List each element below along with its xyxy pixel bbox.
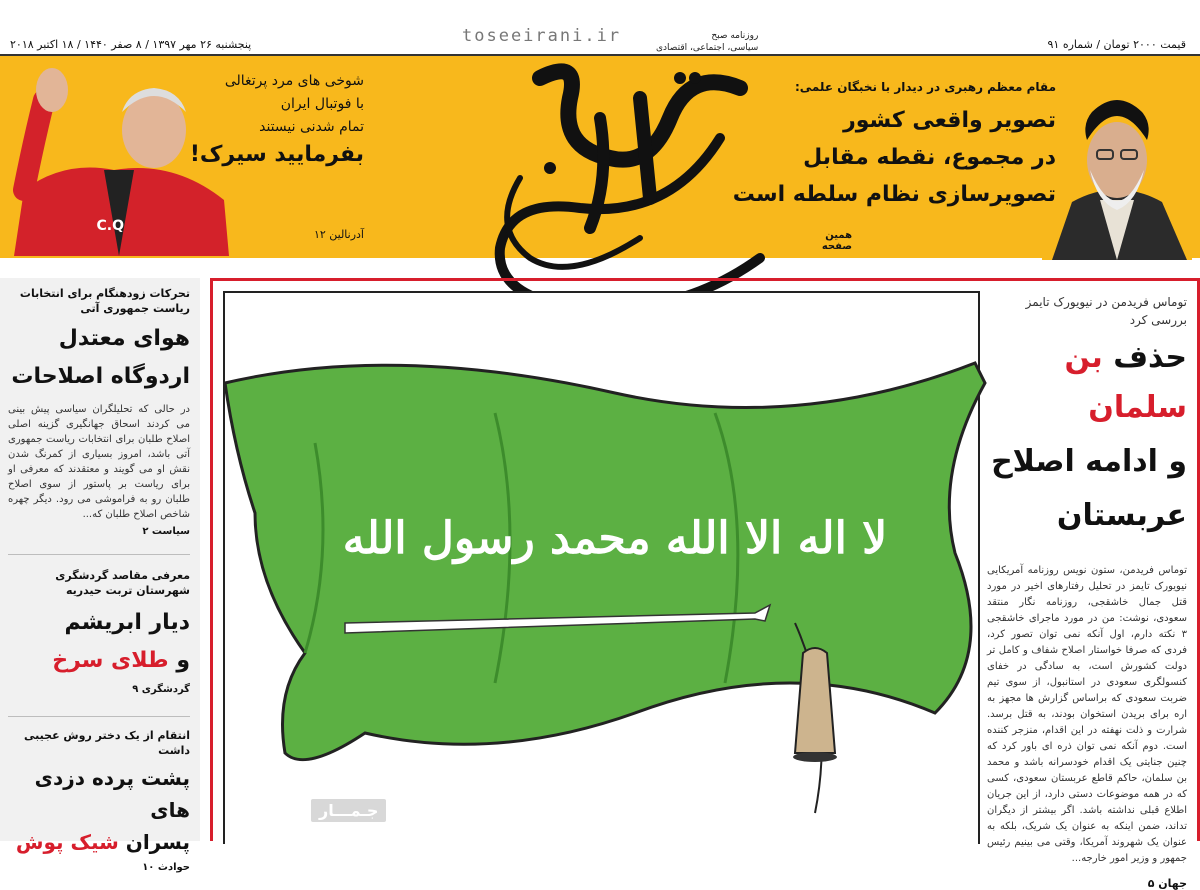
main-story-headline-line: عربستان [1056, 498, 1187, 533]
sidebar-story-politics[interactable] [8, 286, 190, 537]
flag-script: لا اله الا الله محمد رسول الله [342, 513, 888, 564]
cartoon-frame [223, 291, 980, 844]
coach-kicker-line: با فوتبال ایران [280, 96, 364, 112]
headline-highlight: شیک پوش [15, 830, 119, 854]
sidebar-divider [8, 554, 190, 555]
sidebar-divider [8, 716, 190, 717]
sidebar-headline-line: اردوگاه اصلاحات [11, 364, 190, 389]
sidebar-body: در حالی که تحلیلگران سیاسی پیش بینی می کردند اسحاق جهانگیری گزینه اصلی اصلاح طلبان برای انتخابات ریاست جمهوری آتی باشد، امروز بسیاری از کمرنگ شدن نقش او می گویند و معتقدند که معرفی او برای ریاست بر پاستور از سوی اصلاح طلبان رو به فراموشی می رود. دیگر چهره شاخص اصلاح طلبان که... [8, 404, 190, 520]
leader-headline-line: در مجموع، نقطه مقابل [803, 145, 1056, 170]
sidebar-headline-line: پشت پرده دزدی های [34, 766, 190, 822]
coach-kicker-line: تمام شدنی نیستند [259, 119, 364, 135]
main-story-body: توماس فریدمن، ستون نویس روزنامه آمریکایی نیویورک تایمز در تحلیل رفتارهای اخیر در مورد قتل جمال خاشقجی، روزنامه نگار منتقد سعودی، نوشت: من در مورد ماجرای خاشقجی ۳ نکته دارم، اول آنکه نمی توان تصور کرد، فردی که صرفا خواستار اصلاح شفاف و کامل تر دولت کشورش است، به سادگی در خفای کنسولگری سعودی در استانبول، از سوی تیم ضربت سعودی که براساس گزارش ها مجهز به اره برای بریدن استخوان بودند، به قتل برسد. شرارت و ذلت نهفته در این اقدام، منزجر کننده است. دوم آنکه نمی توان ذره ای باور کرد که چنین جنایتی یک اقدام خودسرانه باشد و محمد بن سلمان، حاکم قاطع عربستان سعودی، کسی که در همه موضوعات دستی دارد، از این جریان اطلاع قبلی نداشته باشد. اگر بیشتر از دیگران تداند، ضمن اینکه به عنوان یک شریک، بلکه به عنوان یک شهروند آمریکا، وقتی می بینیم رئیس جمهور و وزیر امور خارجه... [987, 565, 1187, 864]
watermark-logo: جـمـــار [311, 799, 386, 822]
main-story-headline-line [987, 333, 1187, 433]
price-issue: قیمت ۲۰۰۰ تومان / شماره ۹۱ [1047, 38, 1186, 51]
sidebar-headline-line [8, 642, 190, 680]
coach-page-ref[interactable]: آدرنالین ۱۲ [313, 228, 364, 241]
sidebar-page-ref[interactable]: سیاست ۲ [142, 526, 190, 537]
coach-kicker [225, 70, 364, 139]
sidebar-page-ref[interactable]: گردشگری ۹ [132, 684, 190, 695]
sidebar-story-crime[interactable] [8, 728, 190, 873]
main-story-kicker: توماس فریدمن در نیویورک تایمز بررسی کرد [1025, 295, 1187, 327]
leader-photo [1042, 82, 1192, 260]
sidebar-story-tourism[interactable] [8, 568, 190, 695]
website-url[interactable]: toseeirani.ir [462, 26, 622, 46]
leader-headline-line: تصویر واقعی کشور [843, 108, 1056, 133]
headline-plain: پسران [118, 830, 190, 854]
headline-highlight: طلای سرخ [52, 648, 169, 673]
paper-tagline [656, 30, 758, 54]
leader-page-ref[interactable]: همین صفحه [821, 230, 852, 252]
paper-type: روزنامه صبح [711, 31, 759, 41]
leader-story[interactable] [732, 66, 1192, 256]
leader-headline-line: تصویرسازی نظام سلطه است [732, 182, 1056, 207]
sidebar-headline-line [8, 826, 190, 858]
headline-plain: حذف [1102, 340, 1187, 375]
left-sidebar [0, 278, 200, 873]
logo-text: توسعه ایرانی [612, 198, 618, 199]
front-banner [0, 56, 1200, 258]
issue-date: پنجشنبه ۲۶ مهر ۱۳۹۷ / ۸ صفر ۱۴۴۰ / ۱۸ اکتبر ۲۰۱۸ [10, 38, 252, 51]
main-story-headline-line: و ادامه اصلاح [991, 444, 1187, 479]
main-story-box [210, 278, 1200, 890]
main-story[interactable] [987, 293, 1187, 890]
jersey-initials: C.Q [96, 218, 124, 234]
sidebar-kicker: تحرکات زودهنگام برای انتخابات ریاست جمهوری آتی [19, 287, 190, 315]
coach-kicker-line: شوخی های مرد پرتغالی [224, 73, 364, 89]
coach-headline: بفرمایید سیرک! [189, 142, 364, 167]
sidebar-page-ref[interactable]: حوادث ۱۰ [142, 862, 190, 873]
saudi-flag-cartoon [195, 353, 995, 773]
leader-kicker: مقام معظم رهبری در دیدار با نخبگان علمی: [794, 80, 1056, 94]
sidebar-headline-line: دیار ابریشم [64, 610, 190, 635]
sidebar-headline-line: هوای معتدل [58, 326, 190, 351]
headline-highlight: بن سلمان [1064, 340, 1187, 425]
headline-plain: و [168, 648, 190, 673]
paper-subject: سیاسی، اجتماعی، اقتصادی [656, 43, 759, 53]
coach-story[interactable] [4, 60, 384, 256]
masthead-strip [0, 0, 1200, 56]
main-story-page-ref[interactable]: جهان ۵ [1147, 877, 1187, 890]
sidebar-kicker: معرفی مقاصد گردشگری شهرستان تربت حیدریه [55, 569, 190, 597]
sidebar-kicker: انتقام از یک دختر روش عجیبی داشت [24, 729, 190, 757]
